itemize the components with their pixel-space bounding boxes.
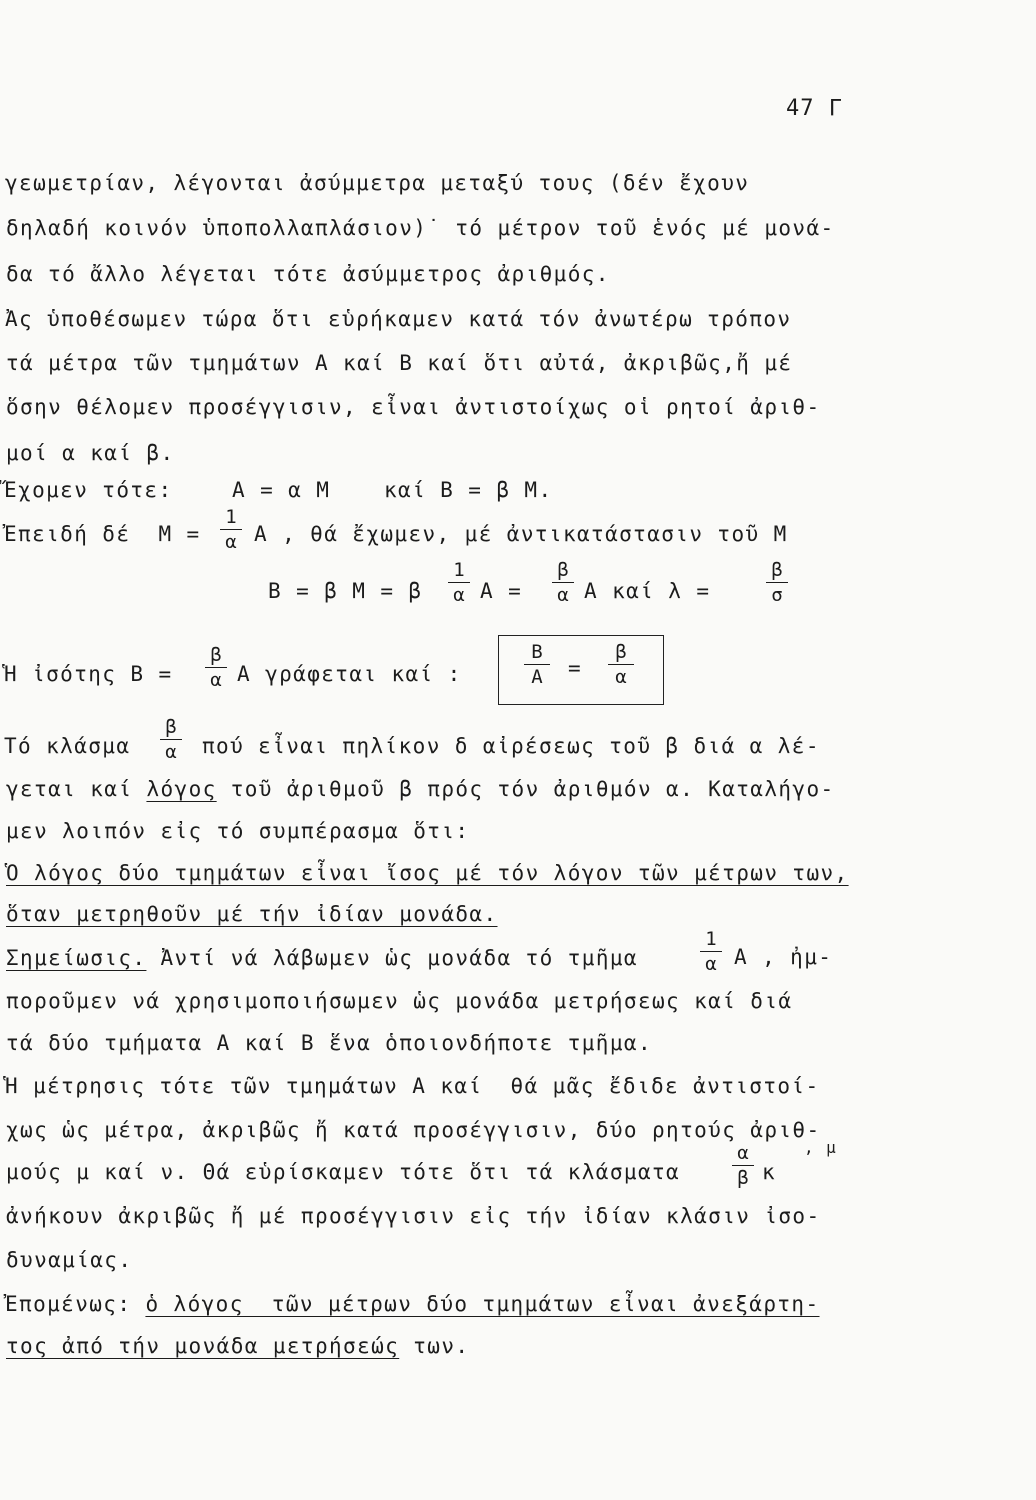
underlined-term: λόγος	[146, 777, 217, 801]
denominator: α	[615, 666, 627, 688]
denominator: α	[705, 953, 717, 975]
numerator: β	[771, 559, 783, 581]
text-fragment: Ἐπομένως:	[5, 1292, 146, 1316]
fraction-B-over-A	[524, 641, 550, 688]
equation: καί Β = β Μ.	[384, 478, 553, 502]
fraction-beta-over-alpha	[205, 644, 227, 691]
note-line	[6, 945, 638, 971]
text-fragment: των.	[399, 1334, 470, 1358]
theorem-line: ὅταν μετρηθοῦν μέ τήν ἰδίαν μονάδα.	[6, 902, 498, 926]
underlined-statement: τος ἀπό τήν μονάδα μετρήσεώς	[6, 1334, 400, 1358]
text-line: δα τό ἄλλο λέγεται τότε ἀσύμμετρος ἀριθμός.	[6, 262, 610, 286]
numerator: β	[615, 641, 627, 663]
note-heading: Σημείωσις.	[6, 946, 147, 970]
page-number: 47 Γ	[786, 96, 843, 121]
numerator: 1	[705, 928, 717, 950]
text-fragment: Ἀντί νά λάβωμεν ὡς μονάδα τό τμῆμα	[146, 946, 638, 970]
text-line: ποροῦμεν νά χρησιμοποιήσωμεν ὡς μονάδα μετρήσεως καί διά	[6, 989, 793, 1013]
fraction-alpha-over-beta	[732, 1142, 754, 1189]
denominator: α	[557, 584, 569, 606]
text-line: δηλαδή κοινόν ὑποπολλαπλάσιον)˙ τό μέτρον τοῦ ἑνός μέ μονά-	[6, 216, 835, 240]
text-line: Ἔχομεν τότε:	[4, 478, 173, 502]
fraction-one-over-alpha	[220, 506, 242, 553]
theorem-line: Ὁ λόγος δύο τμημάτων εἶναι ἴσος μέ τόν λόγον τῶν μέτρων των,	[6, 861, 849, 885]
text-line: μούς μ καί ν. Θά εὑρίσκαμεν τότε ὅτι τά κλάσματα	[6, 1160, 681, 1184]
text-line: Ἀς ὑποθέσωμεν τώρα ὅτι εὑρήκαμεν κατά τόν ἀνωτέρω τρόπον	[5, 307, 792, 331]
text-line: Ἡ ἰσότης Β =	[4, 662, 173, 686]
text-line: μεν λοιπόν εἰς τό συμπέρασμα ὅτι:	[6, 819, 470, 843]
text-line: χως ὡς μέτρα, ἀκριβῶς ἤ κατά προσέγγισιν, δύο ρητούς ἀριθ-	[6, 1118, 821, 1142]
fraction-one-over-alpha	[700, 928, 722, 975]
denominator: α	[165, 741, 177, 763]
fraction-beta-over-alpha	[160, 716, 182, 763]
text-line: δυναμίας.	[6, 1248, 133, 1272]
conclusion-line	[5, 1291, 820, 1317]
text-line: Τό κλάσμα	[4, 734, 131, 758]
numerator: 1	[225, 506, 237, 528]
equation: Α = α Μ	[232, 478, 331, 502]
text-line: Ἐπειδή δέ Μ =	[4, 522, 201, 546]
denominator: Α	[531, 666, 543, 688]
equation: Β = β Μ = β	[268, 579, 423, 603]
text-line: Α γράφεται καί :	[237, 662, 462, 686]
equation: Α =	[480, 579, 523, 603]
numerator: β	[557, 559, 569, 581]
text-line: Α , θά ἔχωμεν, μέ ἀντικατάστασιν τοῦ Μ	[254, 522, 788, 546]
fraction-beta-over-alpha	[552, 559, 574, 606]
fraction-beta-over-alpha	[608, 641, 634, 688]
equation: Α καί λ =	[584, 579, 711, 603]
text-line: γεωμετρίαν, λέγονται ἀσύμμετρα μεταξύ τους (δέν ἔχουν	[5, 171, 750, 195]
text-line: τά μέτρα τῶν τμημάτων Α καί Β καί ὅτι αὐτά, ἀκριβῶς,ἤ μέ	[6, 351, 793, 375]
text-fragment: , μ	[804, 1138, 838, 1157]
numerator: β	[210, 644, 222, 666]
underlined-statement: ὁ λόγος τῶν μέτρων δύο τμημάτων εἶναι ἀνεξάρτη-	[145, 1292, 820, 1316]
text-line: ἀνήκουν ἀκριβῶς ἤ μέ προσέγγισιν εἰς τήν ἰδίαν κλάσιν ἰσο-	[6, 1204, 821, 1228]
conclusion-line	[6, 1333, 469, 1359]
text-line: Ἡ μέτρησις τότε τῶν τμημάτων Α καί θά μᾶς ἔδιδε ἀντιστοί-	[5, 1074, 820, 1098]
text-line	[6, 776, 835, 802]
numerator: Β	[531, 641, 543, 663]
equals-sign: =	[568, 656, 583, 680]
numerator: 1	[453, 559, 465, 581]
denominator: σ	[771, 584, 783, 606]
fraction-beta-over-sigma	[766, 559, 788, 606]
denominator: α	[210, 669, 222, 691]
text-fragment: τοῦ ἀριθμοῦ β πρός τόν ἀριθμόν α. Καταλήγο-	[216, 777, 835, 801]
text-fragment: γεται καί	[6, 777, 147, 801]
text-line: μοί α καί β.	[6, 441, 175, 465]
numerator: α	[737, 1142, 749, 1164]
text-fragment: κ	[762, 1160, 777, 1184]
denominator: β	[737, 1167, 749, 1189]
fraction-one-over-alpha	[448, 559, 470, 606]
text-line: ὅσην θέλομεν προσέγγισιν, εἶναι ἀντιστοίχως οἱ ρητοί ἀριθ-	[6, 395, 821, 419]
denominator: α	[453, 584, 465, 606]
text-line: Α , ἠμ-	[734, 945, 833, 969]
denominator: α	[225, 531, 237, 553]
numerator: β	[165, 716, 177, 738]
text-line: τά δύο τμήματα Α καί Β ἕνα ὁποιονδήποτε τμῆμα.	[6, 1031, 652, 1055]
text-line: πού εἶναι πηλίκον δ αἰρέσεως τοῦ β διά α λέ-	[202, 734, 820, 758]
